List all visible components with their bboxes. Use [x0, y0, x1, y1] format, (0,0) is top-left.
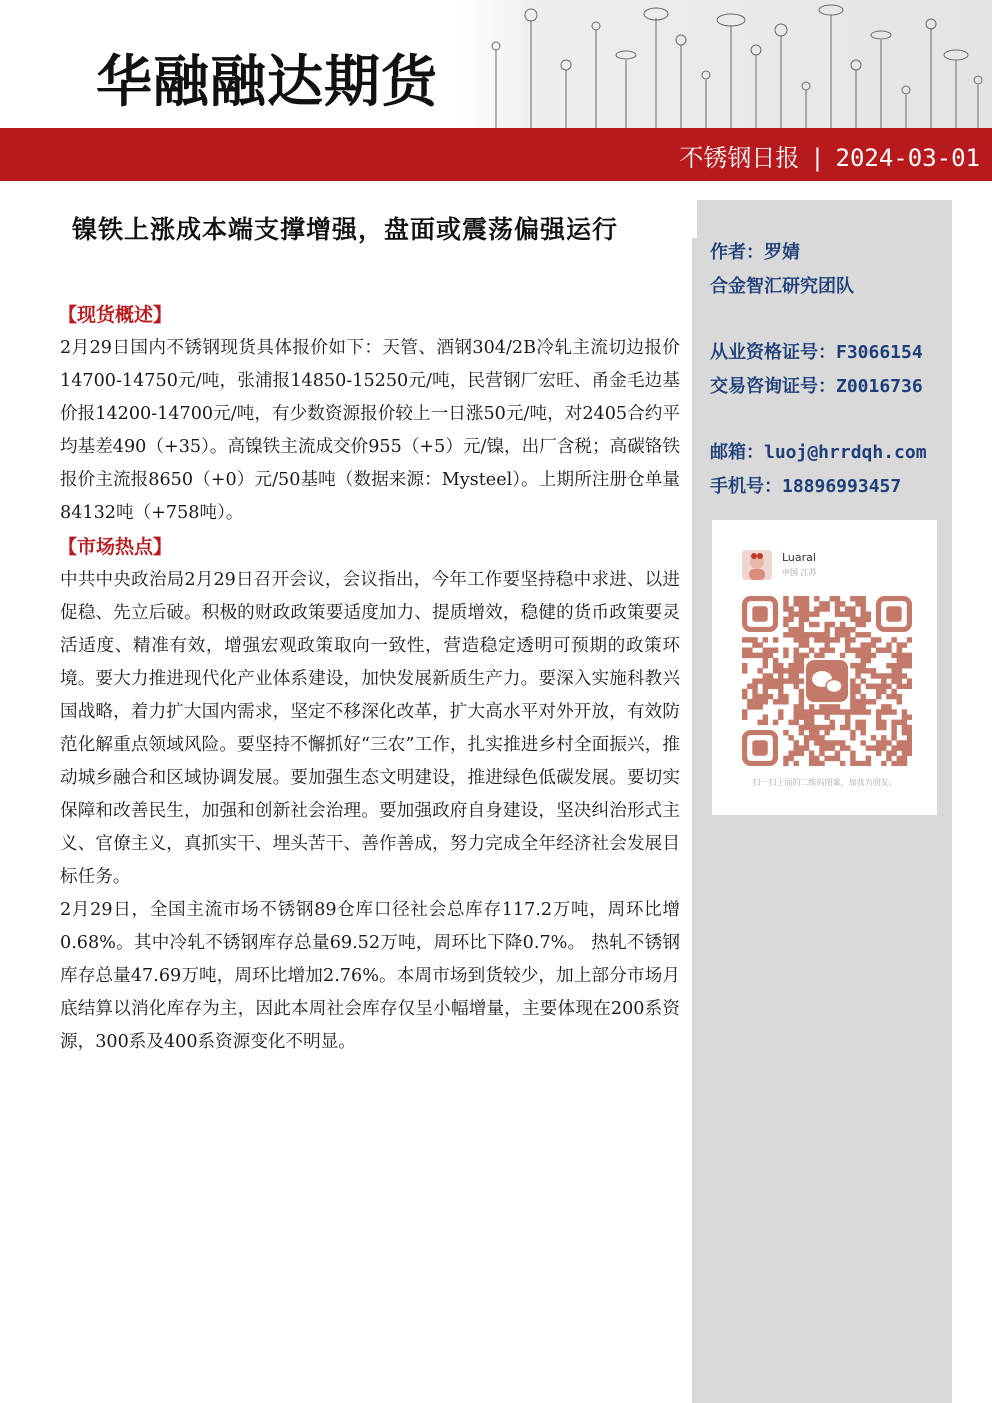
consulting-number: 交易咨询证号：Z0016736 — [710, 376, 923, 397]
wechat-qr-card — [712, 520, 937, 815]
author-team: 合金智汇研究团队 — [710, 276, 854, 297]
author-email[interactable]: 邮箱：luoj@hrrdqh.com — [710, 442, 927, 463]
report-headline: 镍铁上涨成本端支撑增强，盘面或震荡偏强运行 — [72, 215, 619, 244]
author-name: 作者：罗婧 — [710, 242, 800, 263]
hotspot-paragraph-2: 2月29日，全国主流市场不锈钢89仓库口径社会总库存117.2万吨，周环比增0.68%。其中冷轧不锈钢库存总量69.52万吨，周环比下降0.7%。 热轧不锈钢库存总量47.69万吨，周环比增加2.76%。本周市场到货较少，加上部分市场月底结算以消化库存为主，因此本周社会库存仅呈小幅增量，主要体现在200系资源，300系及400系资源变化不明显。 — [60, 900, 680, 1052]
sidebar-accent — [692, 200, 697, 238]
brand-logo-text: 华融融达期货 — [96, 50, 438, 115]
section-title-hotspot: 【市场热点】 — [58, 536, 173, 558]
section-title-spot: 【现货概述】 — [58, 304, 173, 326]
report-type: 不锈钢日报 — [679, 144, 800, 172]
qualification-number: 从业资格证号：F3066154 — [710, 342, 923, 363]
hotspot-paragraph-1: 中共中央政治局2月29日召开会议，会议指出，今年工作要坚持稳中求进、以进促稳、先立后破。积极的财政政策要适度加力、提质增效，稳健的货币政策要灵活适度、精准有效，增强宏观政策取向一致性，营造稳定透明可预期的政策环境。要大力推进现代化产业体系建设，加快发展新质生产力。要深入实施科教兴国战略，着力扩大国内需求，坚定不移深化改革，扩大高水平对外开放，有效防范化解重点领域风险。要坚持不懈抓好“三农”工作，扎实推进乡村全面振兴，推动城乡融合和区域协调发展。要加强生态文明建设，推进绿色低碳发展。要切实保障和改善民生，加强和创新社会治理。要加强政府自身建设，坚决纠治形式主义、官僚主义，真抓实干、埋头苦干、善作善成，努力完成全年经济社会发展目标任务。 — [60, 570, 680, 887]
qr-caption: 扫一扫上面的二维码图案，加我为朋友。 — [752, 778, 897, 787]
spot-paragraph: 2月29日国内不锈钢现货具体报价如下：天管、酒钢304/2B冷轧主流切边报价14700-14750元/吨，张浦报14850-15250元/吨，民营钢厂宏旺、甬金毛边基价报14200-14700元/吨，有少数资源报价较上一日涨50元/吨，对2405合约平均基差490（+35）。高镍铁主流成交价955（+5）元/镍，出厂含税；高碳铬铁报价主流报8650（+0）元/50基吨（数据来源：Mysteel）。上期所注册仓单量84132吨（+758吨）。 — [60, 338, 680, 523]
report-date: 2024-03-01 — [835, 144, 980, 172]
wechat-qr-code-icon[interactable] — [742, 596, 912, 766]
header-decoration — [456, 0, 992, 128]
qr-account-region: 中国 江苏 — [782, 568, 817, 577]
avatar-icon — [742, 550, 772, 580]
banner-separator: | — [813, 144, 822, 172]
avatar — [742, 550, 772, 580]
main-content — [60, 298, 680, 1059]
banner-text — [679, 138, 980, 173]
report-banner — [0, 128, 992, 181]
author-phone: 手机号：18896993457 — [710, 476, 902, 497]
qr-account-name: Luaral — [782, 551, 816, 564]
